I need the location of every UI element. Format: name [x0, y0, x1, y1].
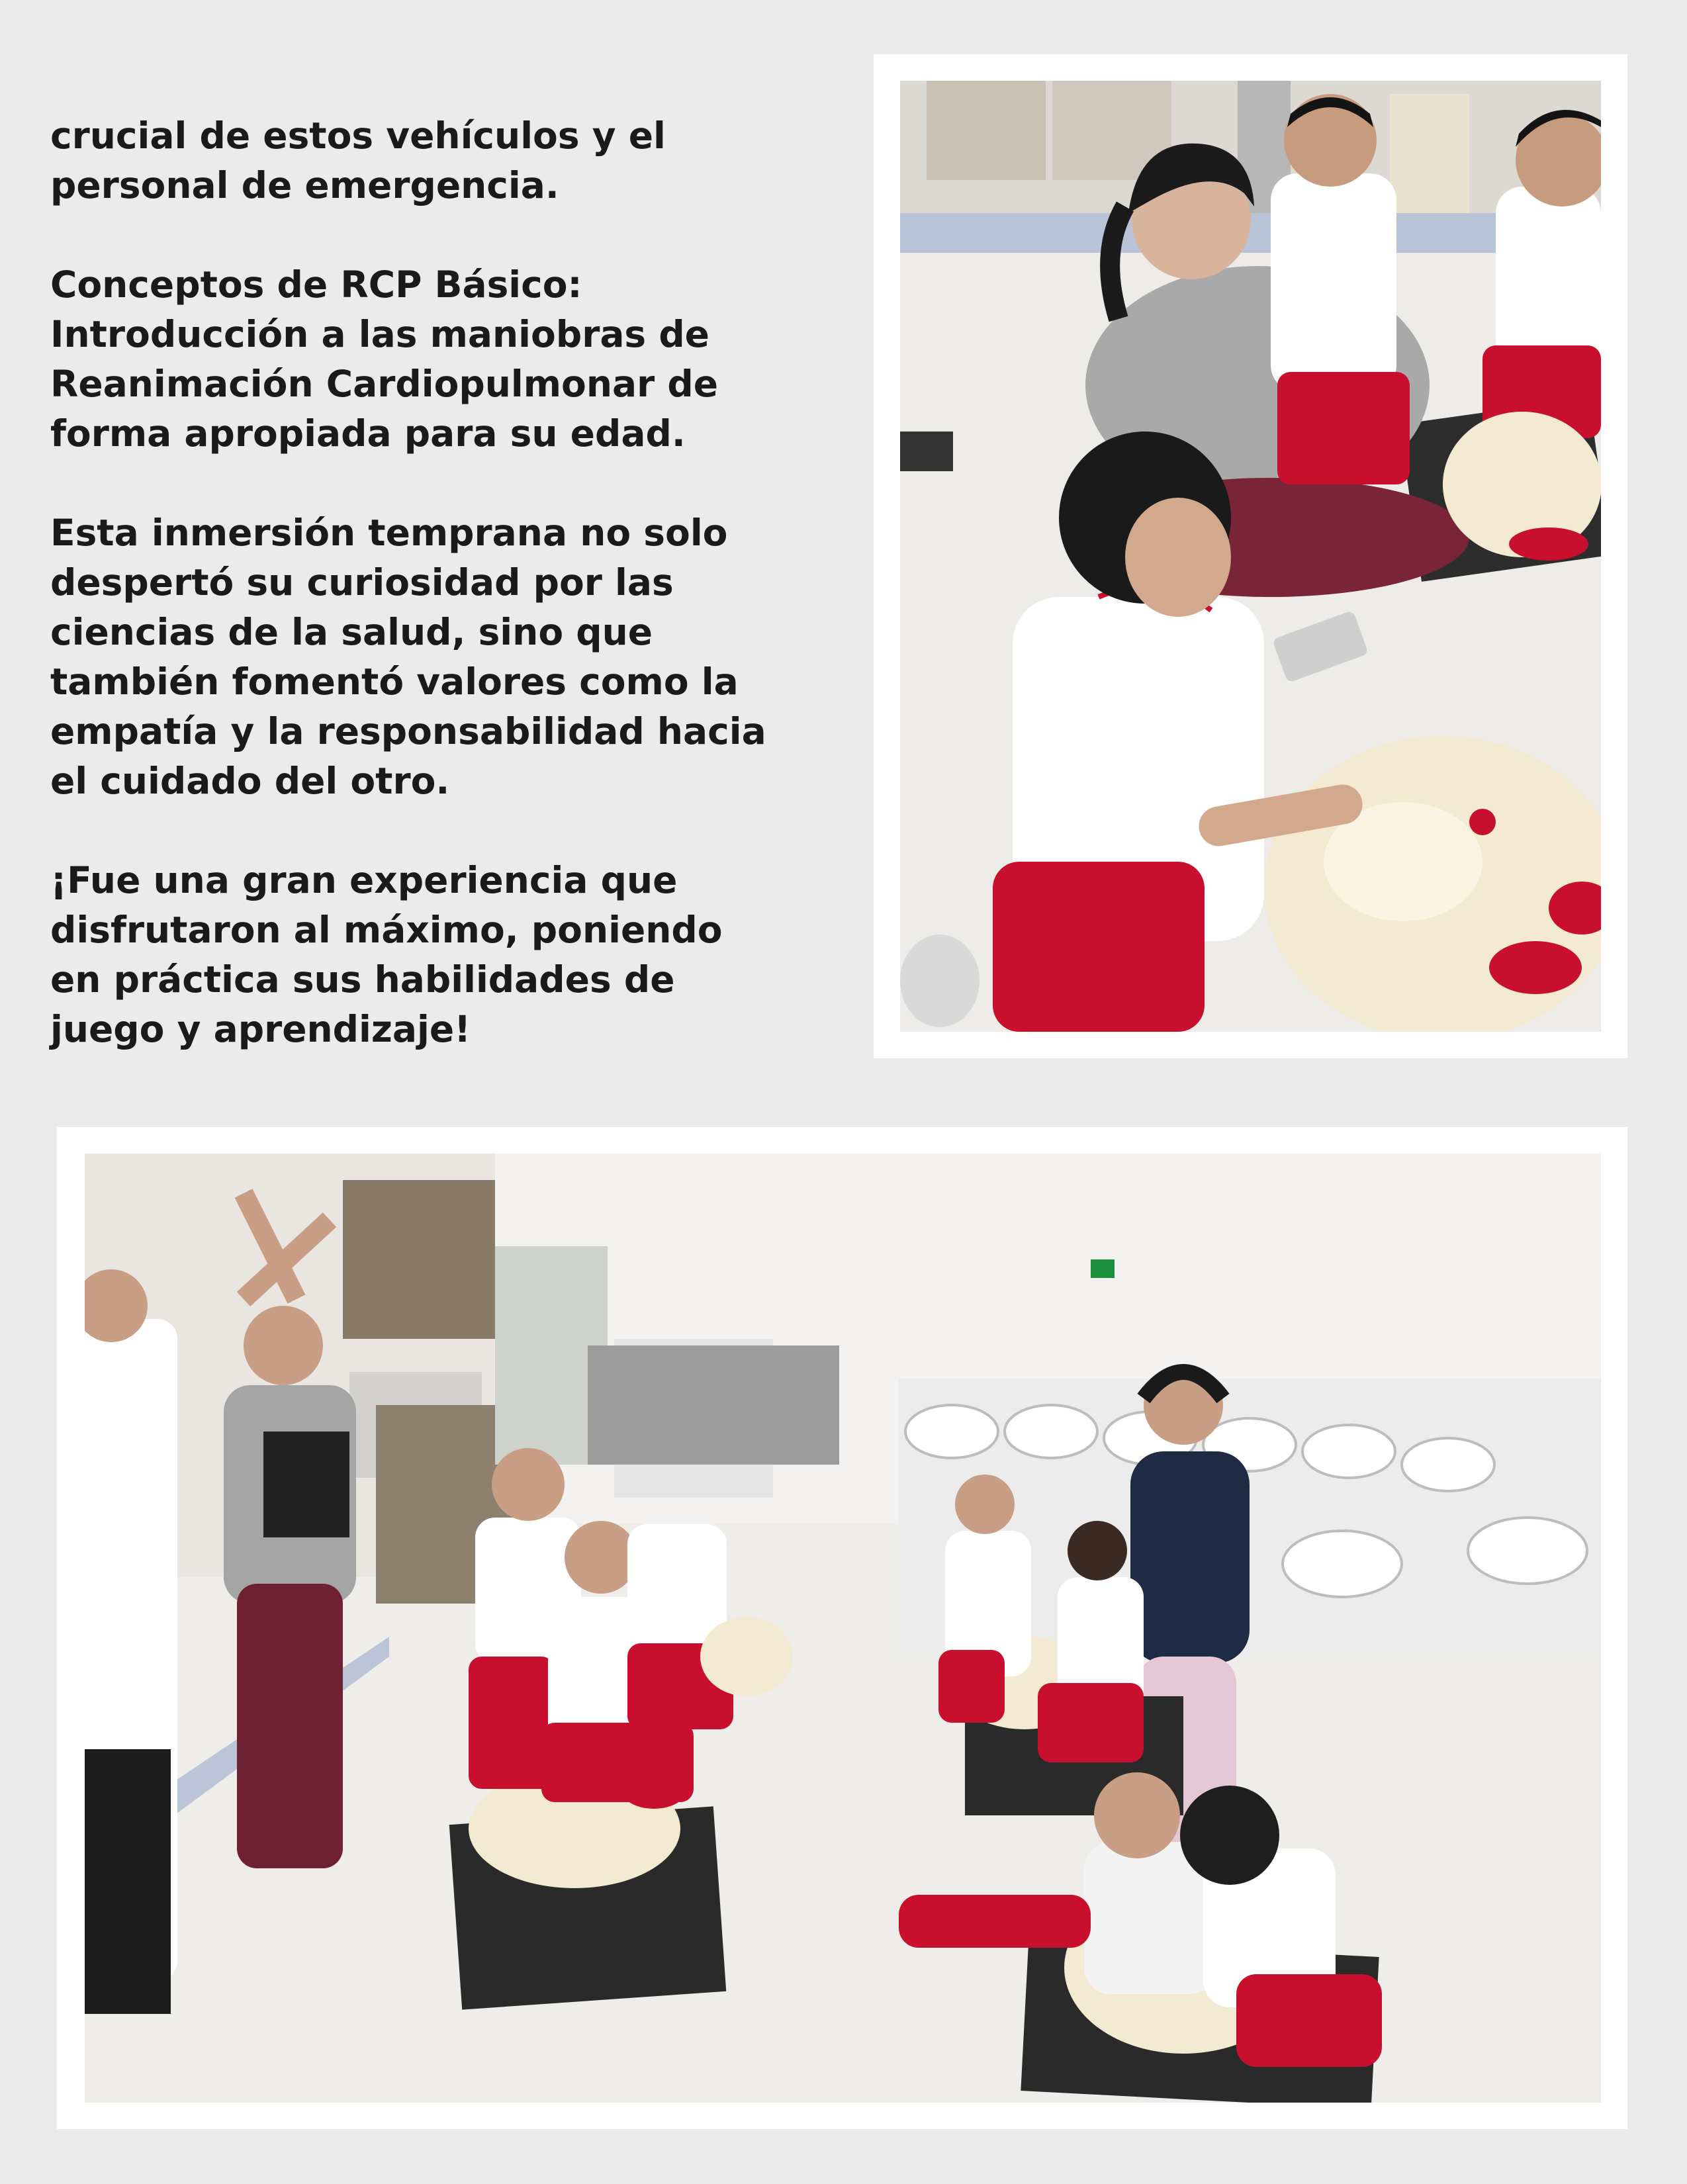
photo-cpr-practice: [900, 81, 1601, 1032]
photo-group-activity: [85, 1154, 1601, 2103]
paragraph-cpr-concepts: Conceptos de RCP Básico: Introducción a las maniobras de Reanimación Cardiopulmonar de forma apropiada para su edad.: [50, 263, 719, 455]
paragraph-early-immersion: Esta inmersión temprana no solo despertó su curiosidad por las ciencias de la salud, sino que también fomentó valores como la empatía y la responsabilidad hacia el cuidado del otro.: [50, 512, 766, 802]
article-text: [50, 111, 811, 1104]
paragraph-great-experience: ¡Fue una gran experiencia que disfrutaron al máximo, poniendo en práctica sus habilidades de juego y aprendizaje!: [50, 859, 723, 1050]
paragraph-emergency-personnel: crucial de estos vehículos y el personal de emergencia.: [50, 114, 666, 206]
